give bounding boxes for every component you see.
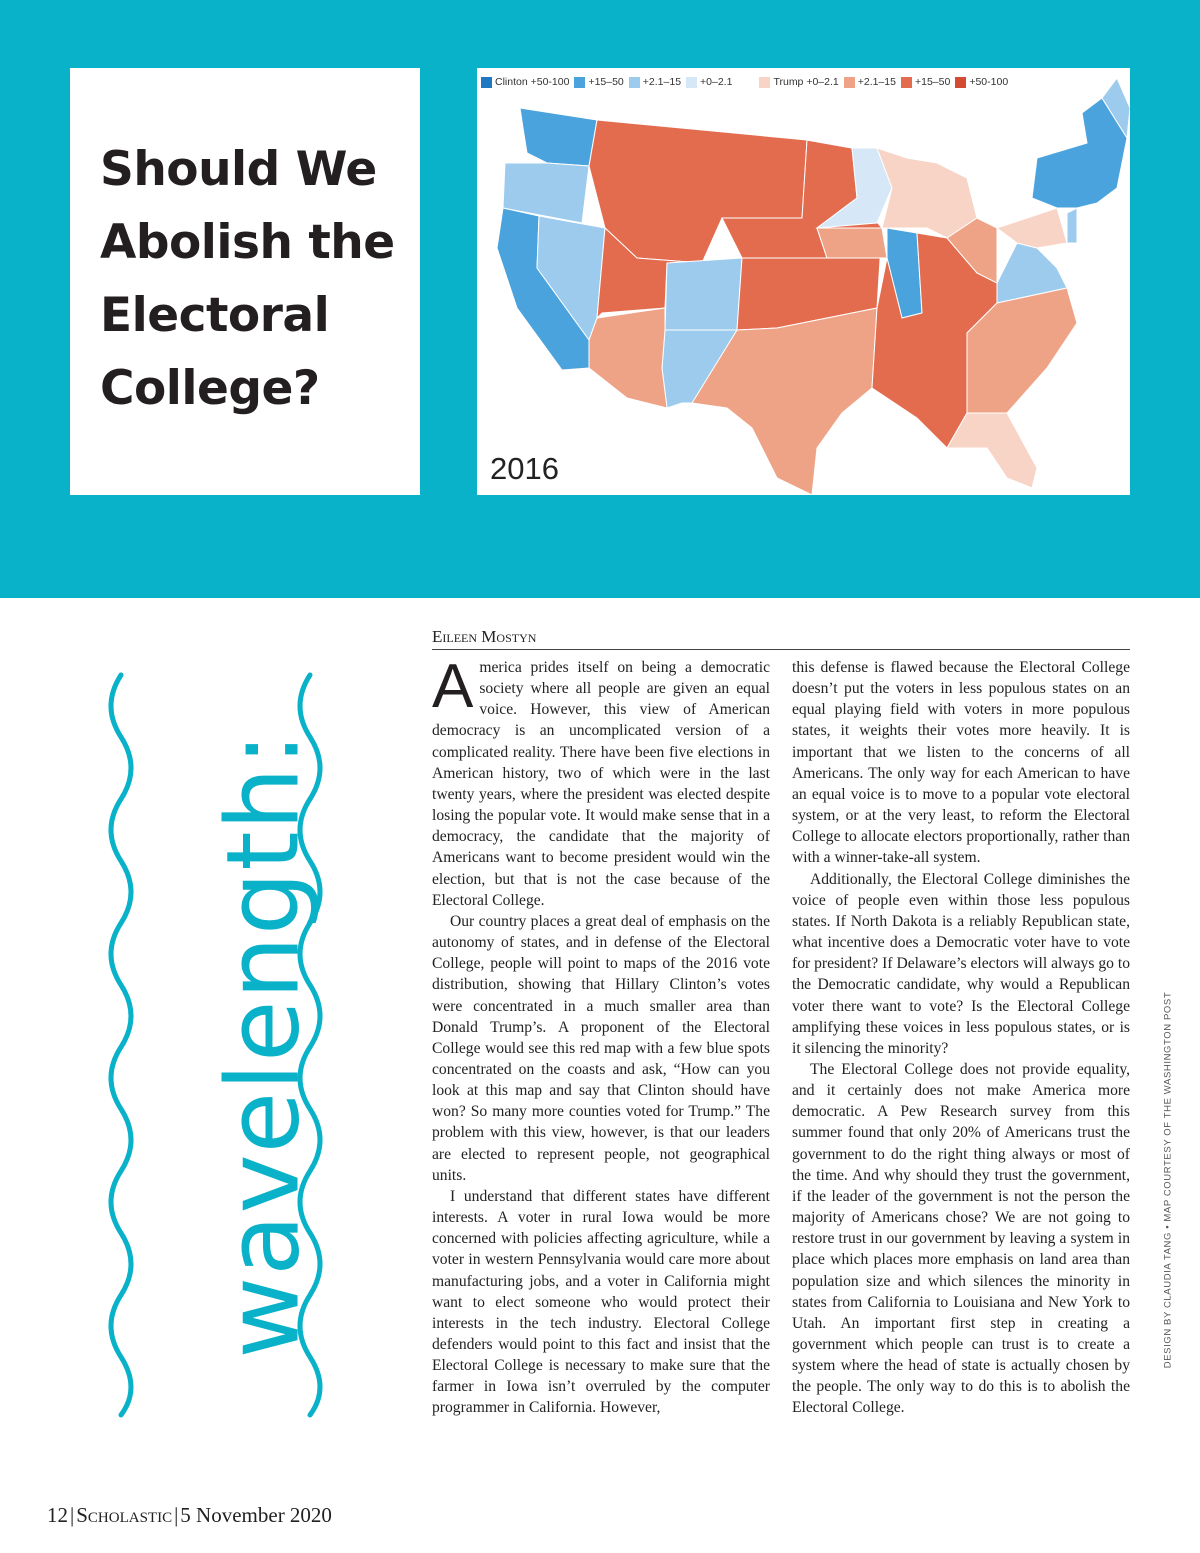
page-title: Should We Abolish the Electoral College? [100, 142, 395, 416]
state-shape-washington [520, 108, 597, 166]
article-column-2 [792, 657, 1130, 1419]
legend-label: Clinton +50-100 [495, 76, 570, 88]
paragraph: Our country places a great deal of emphasis on the autonomy of states, and in defense of the Electoral College, people will point to maps of the 2016 vote distribution, showing that Hillary Clinton’s votes were concentrated in a much smaller area than Donald Trump’s. A proponent of the Electoral College would see this red map with a few blue spots concentrated on the coasts and ask, “How can you look at this map and say that Clinton should have won? So many more counties voted for Trump.” The problem with this view, however, is that our leaders are elected to represent people, not geographical units. [432, 912, 770, 1184]
state-shape-iowa [817, 228, 887, 258]
title-box [70, 68, 420, 495]
left-wave-decoration [96, 670, 146, 1430]
state-shape-florida [947, 413, 1037, 488]
us-map-graphic [477, 68, 1130, 495]
publication-name: Scholastic [76, 1503, 173, 1527]
paragraph: I understand that different states have different interests. A voter in rural Iowa would be more concerned with policies affecting agriculture, while a voter in western Pennsylvania would care more about manufacturing jobs, and a voter in California might want to elect someone who would protect their interests in the tech industry. Electoral College defenders would point to this fact and insist that the Electoral College is necessary to make sure that the farmer in Iowa isn’t overruled by the computer programmer in California. However, [432, 1187, 770, 1417]
page-number: 12 [47, 1503, 68, 1527]
issue-date: 5 November 2020 [180, 1503, 332, 1527]
paragraph: this defense is flawed because the Electoral College doesn’t put the voters in less populous states on an equal playing field with voters in more populous states, it weights their votes more heavily. It is important that we listen to the concerns of all Americans. The only way for each American to have an equal voice is to move to a popular vote electoral system, or at the very least, to reform the Electoral College to allocate electors proportionally, rather than with a winner-take-all system. [792, 659, 1130, 867]
legend-label: Trump +0–2.1 [773, 76, 839, 88]
state-shape-pennsylvania [997, 208, 1067, 248]
state-shape-wisconsin-michigan [877, 148, 977, 238]
paragraph: Additionally, the Electoral College diminishes the voice of people even within those less populous states. If North Dakota is a reliably Republican state, what incentive does a Democratic voter have to vote for president? If Delaware’s electors will always go to the Democratic candidate, why would a Republican voter there want to vote? Is the Electoral College amplifying these voices in less populous states, or is it silencing the minority? [792, 870, 1130, 1057]
election-map [477, 68, 1130, 495]
article-column-1 [432, 652, 770, 1419]
legend-label: +15–50 [914, 76, 951, 88]
section-label: wavelength: [204, 731, 322, 1359]
drop-cap: A [432, 652, 474, 721]
map-year: 2016 [490, 451, 559, 486]
paragraph-text: merica prides itself on being a democratic society where all people are given an equal voice. However, this view of American democracy is an uncomplicated version of a complicated reality. There have been five elections in American history, two of which were in the last twenty years, where the president was elected despite losing the popular vote. It would make sense that in a democracy, the candidate that the majority of Americans want to become president would win the election, but that is not the case because of the Electoral College. [432, 659, 770, 909]
page-footer: 12|Scholastic|5 November 2020 [47, 1503, 332, 1527]
design-credit: DESIGN BY CLAUDIA TANG • MAP COURTESY OF THE WASHINGTON POST [1162, 991, 1174, 1369]
legend-label: +50-100 [969, 76, 1009, 88]
legend-label: +15–50 [588, 76, 624, 88]
paragraph [432, 652, 770, 911]
legend-label: +2.1–15 [857, 76, 896, 88]
legend-label: +2.1–15 [642, 76, 682, 88]
state-shape-new-jersey [1067, 208, 1077, 243]
paragraph: The Electoral College does not provide equality, and it certainly does not make America more democratic. A Pew Research survey from this summer found that only 20% of Americans trust the government to do the right thing always or most of the time. And why should they trust the government, if the leader of the government is not the person the majority of Americans chose? We are not going to restore trust in our government by leaving a system in place which places more emphasis on land area than population size and which silences the minority in states from California to Louisiana and New York to Utah. An important first step in creating a government which people can trust is to create a system where the head of state is actually chosen by the people. The only way to do this is to abolish the Electoral College. [792, 1060, 1130, 1417]
state-shape-colorado [665, 258, 742, 330]
legend-label: +0–2.1 [700, 76, 733, 88]
state-shape-arizona [589, 308, 667, 408]
author-byline: Eileen Mostyn [432, 627, 1130, 650]
